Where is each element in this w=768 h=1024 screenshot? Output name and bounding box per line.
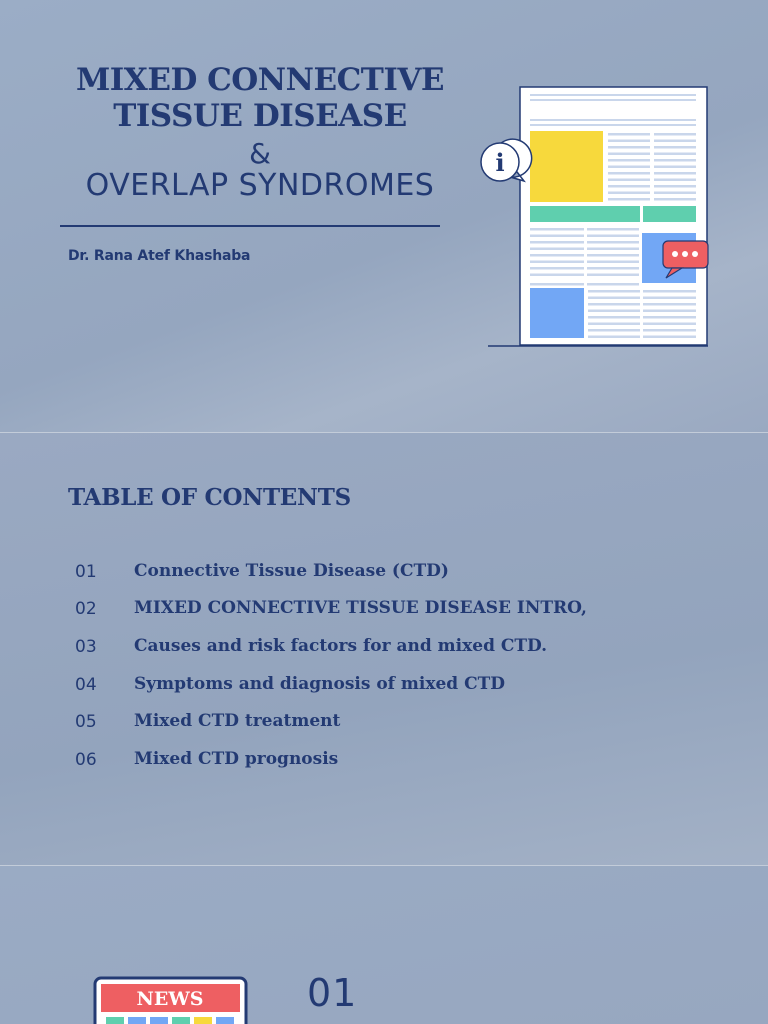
- placeholder-text-line: [654, 185, 696, 188]
- toc-item: [0, 746, 768, 776]
- cover-slide: [0, 0, 768, 432]
- toc-item-label: Symptoms and diagnosis of mixed CTD: [134, 674, 506, 694]
- placeholder-text-line: [608, 140, 650, 143]
- placeholder-text-line: [608, 133, 650, 136]
- placeholder-text-line: [643, 336, 696, 339]
- placeholder-text-line: [643, 310, 696, 313]
- placeholder-text-line: [588, 310, 640, 313]
- placeholder-text-line: [587, 261, 639, 264]
- placeholder-text-line: [530, 261, 584, 264]
- cover-title: [40, 62, 480, 134]
- placeholder-text-line: [608, 146, 650, 149]
- placeholder-text-line: [530, 267, 584, 270]
- placeholder-text-line: [643, 297, 696, 300]
- placeholder-text-line: [588, 303, 640, 306]
- placeholder-text-line: [654, 198, 696, 201]
- cover-title-line1: MIXED CONNECTIVE: [75, 62, 445, 98]
- placeholder-text-line: [587, 283, 639, 286]
- cover-title-line2: TISSUE DISEASE: [113, 98, 407, 134]
- placeholder-text-line: [587, 228, 639, 231]
- toc-item-number: 03: [75, 637, 97, 657]
- placeholder-text-line: [530, 248, 584, 251]
- toc-item: [0, 633, 768, 663]
- placeholder-text-line: [608, 159, 650, 162]
- placeholder-text-line: [530, 274, 584, 277]
- toc-slide: [0, 433, 768, 865]
- toc-item: [0, 595, 768, 625]
- placeholder-text-line: [588, 336, 640, 339]
- placeholder-text-line: [530, 235, 584, 238]
- author-name: Dr. Rana Atef Khashaba: [68, 248, 251, 264]
- placeholder-text-line: [643, 329, 696, 332]
- placeholder-text-line: [587, 235, 639, 238]
- placeholder-text-line: [587, 248, 639, 251]
- placeholder-text-line: [643, 323, 696, 326]
- toc-item-label: Mixed CTD prognosis: [134, 749, 339, 769]
- placeholder-text-line: [587, 274, 639, 277]
- placeholder-text-line: [654, 166, 696, 169]
- placeholder-text-line: [588, 297, 640, 300]
- toc-item-number: 02: [75, 599, 97, 619]
- placeholder-text-line: [654, 192, 696, 195]
- toc-item-label: Causes and risk factors for and mixed CTD.: [134, 636, 548, 656]
- toc-item-label: MIXED CONNECTIVE TISSUE DISEASE INTRO,: [134, 598, 587, 618]
- section-slide: [0, 866, 768, 1024]
- title-divider: [60, 225, 440, 227]
- toc-item-number: 04: [75, 675, 97, 695]
- placeholder-text-line: [608, 192, 650, 195]
- toc-item: [0, 708, 768, 738]
- placeholder-text-line: [654, 159, 696, 162]
- placeholder-text-line: [654, 133, 696, 136]
- cover-subtitle: OVERLAP SYNDROMES: [85, 168, 435, 203]
- newspaper-illustration: [476, 82, 721, 352]
- placeholder-text-line: [587, 267, 639, 270]
- section-number: 01: [307, 971, 358, 1015]
- placeholder-text-line: [608, 166, 650, 169]
- placeholder-text-line: [643, 290, 696, 293]
- placeholder-text-line: [608, 198, 650, 201]
- placeholder-text-line: [643, 316, 696, 319]
- toc-item-label: Connective Tissue Disease (CTD): [134, 561, 449, 581]
- placeholder-text-line: [588, 329, 640, 332]
- placeholder-text-line: [654, 179, 696, 182]
- placeholder-text-line: [608, 185, 650, 188]
- yellow-block: [530, 131, 603, 202]
- news-icon: [92, 976, 250, 1024]
- placeholder-text-line: [608, 179, 650, 182]
- toc-heading: TABLE OF CONTENTS: [68, 484, 351, 511]
- toc-item-number: 05: [75, 712, 97, 732]
- placeholder-text-line: [588, 323, 640, 326]
- cover-ampersand: &: [249, 137, 271, 170]
- toc-item-number: 06: [75, 750, 97, 770]
- toc-item-label: Mixed CTD treatment: [134, 711, 341, 731]
- placeholder-text-line: [588, 290, 640, 293]
- toc-item: [0, 558, 768, 588]
- placeholder-text-line: [587, 254, 639, 257]
- placeholder-text-line: [608, 172, 650, 175]
- placeholder-text-line: [654, 140, 696, 143]
- toc-item-number: 01: [75, 562, 97, 582]
- placeholder-text-line: [530, 228, 584, 231]
- placeholder-text-line: [654, 153, 696, 156]
- placeholder-text-line: [530, 254, 584, 257]
- placeholder-text-line: [608, 153, 650, 156]
- placeholder-text-line: [588, 316, 640, 319]
- placeholder-text-line: [654, 146, 696, 149]
- svg-text:NEWS: NEWS: [136, 988, 204, 1010]
- placeholder-text-line: [530, 241, 584, 244]
- svg-text:i: i: [495, 148, 505, 177]
- placeholder-text-line: [654, 172, 696, 175]
- toc-item: [0, 671, 768, 701]
- placeholder-text-line: [587, 241, 639, 244]
- placeholder-text-line: [530, 283, 584, 286]
- placeholder-text-line: [643, 303, 696, 306]
